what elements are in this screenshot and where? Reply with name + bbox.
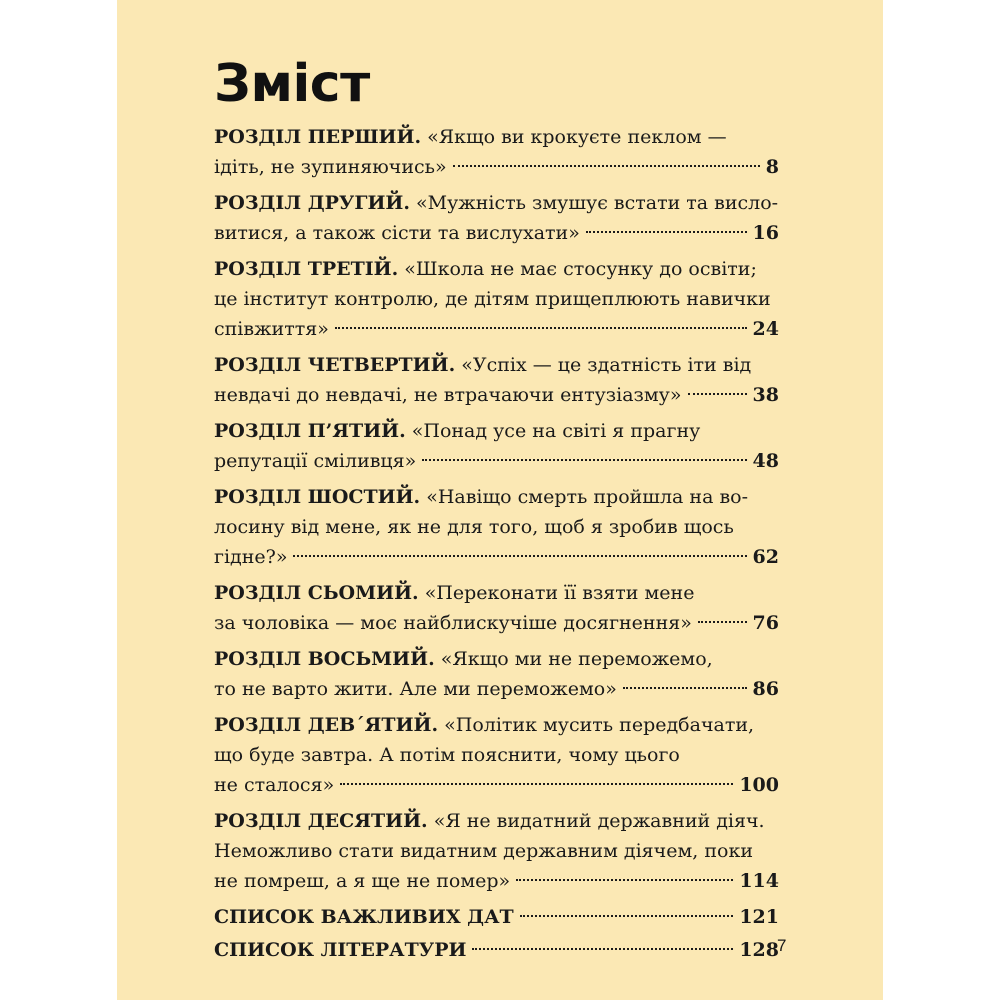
chapter-label: РОЗДІЛ СЬОМИЙ. <box>214 582 419 604</box>
chapter-quote-line: «Школа не має стосунку до освіти; <box>404 258 757 280</box>
toc-entry-line <box>214 416 779 446</box>
toc-entry-last-line <box>214 935 779 965</box>
toc-entry <box>214 806 779 896</box>
toc-entry <box>214 122 779 182</box>
toc-entry-line <box>214 578 779 608</box>
toc-entry <box>214 935 779 965</box>
dot-leader <box>623 687 747 689</box>
toc-entry-line <box>214 512 779 542</box>
dot-leader <box>688 393 747 395</box>
chapter-label: РОЗДІЛ ДЕВ´ЯТИЙ. <box>214 714 439 736</box>
toc-entry-text <box>214 770 334 800</box>
toc-entry <box>214 350 779 410</box>
toc-entry-text <box>214 218 580 248</box>
toc-page-number: 121 <box>739 906 779 928</box>
toc-entry-last-line <box>214 770 779 800</box>
toc-entry-line <box>214 482 779 512</box>
toc-entry-last-line <box>214 314 779 344</box>
toc-entry-line <box>214 806 779 836</box>
toc-page-number: 128 <box>739 939 779 961</box>
dot-leader <box>293 555 746 557</box>
chapter-quote-line: не помреш, а я ще не помер» <box>214 870 511 892</box>
dot-leader <box>422 459 746 461</box>
toc-page-number: 100 <box>739 774 779 796</box>
dot-leader <box>340 783 733 785</box>
toc-entry-last-line <box>214 446 779 476</box>
chapter-label: РОЗДІЛ ДРУГИЙ. <box>214 192 410 214</box>
page-number: 7 <box>777 936 787 955</box>
toc-page-number: 16 <box>752 222 779 244</box>
toc-entry <box>214 710 779 800</box>
toc-page-number: 48 <box>752 450 779 472</box>
chapter-quote-line: то не варто жити. Але ми переможемо» <box>214 678 617 700</box>
chapter-quote-line: «Якщо ви крокуєте пеклом — <box>427 126 727 148</box>
page-title: Зміст <box>214 54 370 114</box>
toc-entry-last-line <box>214 542 779 572</box>
toc-entry-text <box>214 152 447 182</box>
chapter-quote-line: співжиття» <box>214 318 329 340</box>
chapter-quote-line: не сталося» <box>214 774 335 796</box>
chapter-quote-line: Неможливо стати видатним державним діячем, поки <box>214 840 753 862</box>
toc-entry-line <box>214 122 779 152</box>
toc-entry <box>214 578 779 638</box>
toc-entry-line <box>214 254 779 284</box>
chapter-quote-line: гідне?» <box>214 546 288 568</box>
dot-leader <box>698 621 747 623</box>
toc-entry-line <box>214 710 779 740</box>
chapter-quote-line: «Переконати її взяти мене <box>424 582 695 604</box>
toc-entry-text <box>214 674 617 704</box>
toc-entry <box>214 254 779 344</box>
toc-entry-last-line <box>214 218 779 248</box>
toc-page-number: 86 <box>752 678 779 700</box>
chapter-label: СПИСОК ВАЖЛИВИХ ДАТ <box>214 906 514 928</box>
toc-page-number: 76 <box>752 612 779 634</box>
chapter-quote-line: що буде завтра. А потім пояснити, чому цього <box>214 744 680 766</box>
toc-entry <box>214 188 779 248</box>
toc-entry-last-line <box>214 380 779 410</box>
toc-entry-line <box>214 284 779 314</box>
dot-leader <box>472 948 733 950</box>
toc-entry-last-line <box>214 608 779 638</box>
dot-leader <box>335 327 747 329</box>
toc-entry-text <box>214 314 329 344</box>
toc-entry-line <box>214 740 779 770</box>
toc-entry-text <box>214 380 682 410</box>
chapter-label: РОЗДІЛ ТРЕТІЙ. <box>214 258 399 280</box>
toc-entry-text <box>214 542 287 572</box>
chapter-quote-line: це інститут контролю, де дітям прищеплюють навички <box>214 288 771 310</box>
chapter-quote-line: «Якщо ми не переможемо, <box>440 648 713 670</box>
chapter-label: РОЗДІЛ ПЕРШИЙ. <box>214 126 422 148</box>
dot-leader <box>586 231 747 233</box>
toc-entry-last-line <box>214 152 779 182</box>
chapter-label: РОЗДІЛ ШОСТИЙ. <box>214 486 421 508</box>
chapter-quote-line: за чоловіка — моє найблискучіше досягнення» <box>214 612 692 634</box>
toc-entry <box>214 416 779 476</box>
toc-entry-last-line <box>214 902 779 932</box>
dot-leader <box>453 165 760 167</box>
chapter-quote-line: «Успіх — це здатність іти від <box>461 354 752 376</box>
chapter-quote-line: витися, а також сісти та вислухати» <box>214 222 580 244</box>
toc-page-number: 24 <box>752 318 779 340</box>
chapter-quote-line: «Я не видатний державний діяч. <box>433 810 765 832</box>
toc-page-number: 114 <box>739 870 779 892</box>
toc-entry-last-line <box>214 674 779 704</box>
toc-page-number: 62 <box>752 546 779 568</box>
chapter-quote-line: «Навіщо смерть пройшла на во- <box>426 486 748 508</box>
toc-entry-line <box>214 350 779 380</box>
toc-entry <box>214 644 779 704</box>
toc-entry-text <box>214 866 510 896</box>
chapter-label: СПИСОК ЛІТЕРАТУРИ <box>214 939 467 961</box>
toc-entry <box>214 902 779 932</box>
chapter-label: РОЗДІЛ П’ЯТИЙ. <box>214 420 406 442</box>
toc-entry-text <box>214 446 416 476</box>
chapter-quote-line: «Мужність змушує встати та висло- <box>416 192 779 214</box>
toc-entry-text <box>214 608 692 638</box>
chapter-quote-line: лосину від мене, як не для того, щоб я зробив щось <box>214 516 734 538</box>
toc-entry-line <box>214 644 779 674</box>
toc-entry-line <box>214 836 779 866</box>
chapter-quote-line: «Понад усе на світі я прагну <box>411 420 701 442</box>
chapter-label: РОЗДІЛ ЧЕТВЕРТИЙ. <box>214 354 456 376</box>
chapter-quote-line: репутації сміливця» <box>214 450 417 472</box>
toc-page-number: 8 <box>765 156 779 178</box>
chapter-label: РОЗДІЛ ДЕСЯТИЙ. <box>214 810 428 832</box>
toc-entry-line <box>214 188 779 218</box>
toc-entry-text <box>214 902 514 932</box>
dot-leader <box>516 879 733 881</box>
chapter-quote-line: невдачі до невдачі, не втрачаючи ентузіазму» <box>214 384 682 406</box>
toc-entry-text <box>214 935 466 965</box>
dot-leader <box>520 915 734 917</box>
table-of-contents <box>214 122 779 968</box>
toc-page-number: 38 <box>752 384 779 406</box>
chapter-quote-line: ідіть, не зупиняючись» <box>214 156 447 178</box>
chapter-quote-line: «Політик мусить передбачати, <box>444 714 755 736</box>
toc-entry <box>214 482 779 572</box>
toc-entry-last-line <box>214 866 779 896</box>
chapter-label: РОЗДІЛ ВОСЬМИЙ. <box>214 648 435 670</box>
book-page <box>117 0 883 1000</box>
